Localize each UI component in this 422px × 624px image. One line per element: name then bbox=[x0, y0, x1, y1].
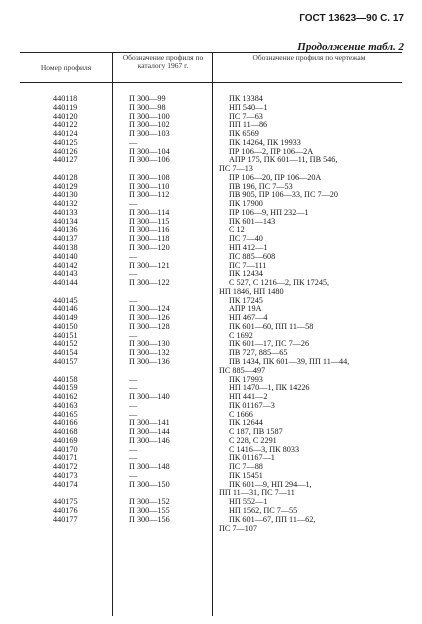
drawing-designation-cell: ПР 106—20, ПР 106—20А bbox=[229, 172, 322, 182]
catalog-designation-cell: — bbox=[129, 409, 138, 419]
table-row bbox=[0, 279, 422, 288]
profile-number-cell: 440169 bbox=[53, 435, 78, 445]
catalog-designation-cell: П 300—98 bbox=[129, 102, 166, 112]
drawing-designation-cell: ПС 885—608 bbox=[229, 251, 276, 261]
profile-number-cell: 440144 bbox=[53, 278, 78, 288]
catalog-designation-cell: П 300—144 bbox=[129, 427, 170, 437]
drawing-designation-cell: АПР 19А bbox=[229, 304, 262, 314]
catalog-designation-cell: П 300—130 bbox=[129, 339, 170, 349]
drawing-designation-cell: ПК 12434 bbox=[229, 269, 263, 279]
drawing-designation-cell: ПК 01167—1 bbox=[229, 453, 275, 463]
profile-number-cell: 440163 bbox=[53, 400, 78, 410]
drawing-designation-cell: ПК 601—60, ПП 11—58 bbox=[229, 321, 314, 331]
catalog-designation-cell: П 300—136 bbox=[129, 356, 170, 366]
catalog-designation-cell: П 300—148 bbox=[129, 462, 170, 472]
page-header: ГОСТ 13623—90 С. 17 bbox=[299, 13, 404, 24]
profile-number-cell: 440166 bbox=[53, 418, 78, 428]
profile-number-cell: 440140 bbox=[53, 251, 78, 261]
catalog-designation-cell: П 300—150 bbox=[129, 479, 170, 489]
table-continuation-title: Продолжение табл. 2 bbox=[297, 41, 404, 53]
catalog-designation-cell: П 300—102 bbox=[129, 120, 170, 130]
catalog-designation-cell: П 300—126 bbox=[129, 313, 170, 323]
profile-number-cell: 440146 bbox=[53, 304, 78, 314]
drawing-designation-cell: ПК 15451 bbox=[229, 470, 263, 480]
drawing-designation-cell: ПК 17245 bbox=[229, 295, 263, 305]
profile-number-cell: 440145 bbox=[53, 295, 78, 305]
drawing-designation-cell: ПС 7—63 bbox=[229, 111, 263, 121]
drawing-designation-cell: ПС 7—88 bbox=[229, 462, 263, 472]
column-header-catalog: Обозначение профиля по каталогу 1967 г. bbox=[122, 53, 204, 70]
profile-number-cell: 440133 bbox=[53, 207, 78, 217]
catalog-designation-cell: — bbox=[129, 444, 138, 454]
profile-number-cell: 440165 bbox=[53, 409, 78, 419]
catalog-designation-cell: П 300—141 bbox=[129, 418, 170, 428]
catalog-designation-cell: П 300—104 bbox=[129, 146, 170, 156]
profile-number-cell: 440150 bbox=[53, 321, 78, 331]
catalog-designation-cell: — bbox=[129, 400, 138, 410]
drawing-designation-cell: С 12 bbox=[229, 225, 245, 235]
catalog-designation-cell: — bbox=[129, 269, 138, 279]
drawing-designation-cell: НП 1470—1, ПК 14226 bbox=[229, 383, 310, 393]
catalog-designation-cell: — bbox=[129, 137, 138, 147]
profile-number-cell: 440125 bbox=[53, 137, 78, 147]
drawing-designation-cell: ПП 11—86 bbox=[229, 120, 268, 130]
profile-number-cell: 440120 bbox=[53, 111, 78, 121]
catalog-designation-cell: П 300—132 bbox=[129, 348, 170, 358]
drawing-designation-cell: ПР 106—2, ПР 106—2А bbox=[229, 146, 314, 156]
drawing-designation-cell: ПК 601—9, НП 294—1, bbox=[229, 479, 312, 489]
drawing-designation-cell: ПК 601—17, ПС 7—26 bbox=[229, 339, 310, 349]
profile-number-cell: 440128 bbox=[53, 172, 78, 182]
catalog-designation-cell: П 300—146 bbox=[129, 435, 170, 445]
profile-number-cell: 440137 bbox=[53, 234, 78, 244]
profile-number-cell: 440134 bbox=[53, 216, 78, 226]
drawing-designation-cell: ПК 6569 bbox=[229, 129, 259, 139]
catalog-designation-cell: — bbox=[129, 383, 138, 393]
profile-number-cell: 440119 bbox=[53, 102, 78, 112]
drawing-designation-cell: С 1692 bbox=[229, 330, 253, 340]
catalog-designation-cell: — bbox=[129, 453, 138, 463]
profile-number-cell: 440126 bbox=[53, 146, 78, 156]
profile-number-cell: 440149 bbox=[53, 313, 78, 323]
drawing-designation-cell: ПС 885—497 bbox=[219, 365, 266, 375]
drawing-designation-cell: ПВ 905, ПР 106—33, ПС 7—20 bbox=[229, 190, 338, 200]
profile-number-cell: 440127 bbox=[53, 155, 78, 165]
catalog-designation-cell: — bbox=[129, 330, 138, 340]
catalog-designation-cell: П 300—118 bbox=[129, 234, 170, 244]
catalog-designation-cell: П 300—100 bbox=[129, 111, 170, 121]
drawing-designation-cell: ПВ 727, 885—65 bbox=[229, 348, 288, 358]
drawing-designation-cell: ПВ 1434, ПК 601—39, ПП 11—44, bbox=[229, 356, 350, 366]
profile-number-cell: 440171 bbox=[53, 453, 78, 463]
profile-number-cell: 440129 bbox=[53, 181, 78, 191]
catalog-designation-cell: П 300—156 bbox=[129, 514, 170, 524]
drawing-designation-cell: ПК 17993 bbox=[229, 374, 263, 384]
drawing-designation-cell: ПК 13384 bbox=[229, 94, 263, 103]
profile-number-cell: 440157 bbox=[53, 356, 78, 366]
catalog-designation-cell: П 300—122 bbox=[129, 278, 170, 288]
table-row bbox=[0, 516, 422, 525]
drawing-designation-cell: ПС 7—13 bbox=[219, 164, 253, 174]
profile-number-cell: 440170 bbox=[53, 444, 78, 454]
drawing-designation-cell: ПП 11—31, ПС 7—11 bbox=[219, 488, 295, 498]
catalog-designation-cell: П 300—155 bbox=[129, 505, 170, 515]
catalog-designation-cell: П 300—115 bbox=[129, 216, 170, 226]
drawing-designation-cell: НП 412—1 bbox=[229, 243, 268, 253]
profile-number-cell: 440142 bbox=[53, 260, 78, 270]
catalog-designation-cell: П 300—106 bbox=[129, 155, 170, 165]
table-body bbox=[0, 95, 422, 533]
drawing-designation-cell: ПК 17900 bbox=[229, 199, 263, 209]
catalog-designation-cell: — bbox=[129, 374, 138, 384]
catalog-designation-cell: П 300—116 bbox=[129, 225, 170, 235]
profile-number-cell: 440176 bbox=[53, 505, 78, 515]
drawing-designation-cell: ПВ 196, ПС 7—53 bbox=[229, 181, 293, 191]
catalog-designation-cell: П 300—110 bbox=[129, 181, 170, 191]
profile-number-cell: 440172 bbox=[53, 462, 78, 472]
drawing-designation-cell: ПС 7—40 bbox=[229, 234, 263, 244]
column-header-number: Номер профиля bbox=[40, 63, 92, 72]
table-row bbox=[0, 525, 422, 534]
profile-number-cell: 440162 bbox=[53, 392, 78, 402]
table-row bbox=[0, 358, 422, 367]
table-row bbox=[0, 481, 422, 490]
profile-number-cell: 440177 bbox=[53, 514, 78, 524]
profile-number-cell: 440154 bbox=[53, 348, 78, 358]
catalog-designation-cell: П 300—152 bbox=[129, 497, 170, 507]
drawing-designation-cell: ПК 14264, ПК 19933 bbox=[229, 137, 301, 147]
drawing-designation-cell: ПК 12644 bbox=[229, 418, 263, 428]
drawing-designation-cell: НП 540—1 bbox=[229, 102, 268, 112]
drawing-designation-cell: ПС 7—107 bbox=[219, 523, 257, 533]
drawing-designation-cell: С 228, С 2291 bbox=[229, 435, 277, 445]
drawing-designation-cell: С 187, ПВ 1587 bbox=[229, 427, 283, 437]
catalog-designation-cell: — bbox=[129, 199, 138, 209]
drawing-designation-cell: НП 441—2 bbox=[229, 392, 268, 402]
drawing-designation-cell: АПР 175, ПК 601—11, ПВ 546, bbox=[229, 155, 338, 165]
profile-number-cell: 440151 bbox=[53, 330, 78, 340]
catalog-designation-cell: П 300—112 bbox=[129, 190, 170, 200]
catalog-designation-cell: П 300—128 bbox=[129, 321, 170, 331]
drawing-designation-cell: ПК 601—67, ПП 11—62, bbox=[229, 514, 316, 524]
profile-number-cell: 440158 bbox=[53, 374, 78, 384]
profile-number-cell: 440173 bbox=[53, 470, 78, 480]
profile-number-cell: 440143 bbox=[53, 269, 78, 279]
drawing-designation-cell: ПР 106—9, НП 232—1 bbox=[229, 207, 309, 217]
catalog-designation-cell: — bbox=[129, 470, 138, 480]
profile-number-cell: 440130 bbox=[53, 190, 78, 200]
drawing-designation-cell: С 1666 bbox=[229, 409, 253, 419]
catalog-designation-cell: П 300—108 bbox=[129, 172, 170, 182]
drawing-designation-cell: С 527, С 1216—2, ПК 17245, bbox=[229, 278, 330, 288]
catalog-designation-cell: — bbox=[129, 295, 138, 305]
catalog-designation-cell: П 300—103 bbox=[129, 129, 170, 139]
profile-number-cell: 440124 bbox=[53, 129, 78, 139]
profile-number-cell: 440138 bbox=[53, 243, 78, 253]
catalog-designation-cell: П 300—140 bbox=[129, 392, 170, 402]
drawing-designation-cell: ПК 01167—3 bbox=[229, 400, 275, 410]
catalog-designation-cell: П 300—99 bbox=[129, 94, 166, 103]
drawing-designation-cell: НП 552—1 bbox=[229, 497, 268, 507]
table-header-rule bbox=[20, 82, 402, 83]
drawing-designation-cell: НП 1846, НП 1480 bbox=[219, 286, 284, 296]
profile-number-cell: 440174 bbox=[53, 479, 78, 489]
profile-number-cell: 440136 bbox=[53, 225, 78, 235]
profile-number-cell: 440132 bbox=[53, 199, 78, 209]
drawing-designation-cell: НП 1562, ПС 7—55 bbox=[229, 505, 298, 515]
drawing-designation-cell: ПС 7—111 bbox=[229, 260, 267, 270]
catalog-designation-cell: — bbox=[129, 251, 138, 261]
profile-number-cell: 440152 bbox=[53, 339, 78, 349]
catalog-designation-cell: П 300—121 bbox=[129, 260, 170, 270]
profile-number-cell: 440159 bbox=[53, 383, 78, 393]
catalog-designation-cell: П 300—120 bbox=[129, 243, 170, 253]
profile-number-cell: 440122 bbox=[53, 120, 78, 130]
catalog-designation-cell: П 300—114 bbox=[129, 207, 170, 217]
profile-number-cell: 440168 bbox=[53, 427, 78, 437]
table-row bbox=[0, 156, 422, 165]
column-header-drawing: Обозначение профиля по чертежам bbox=[252, 53, 366, 62]
catalog-designation-cell: П 300—124 bbox=[129, 304, 170, 314]
profile-number-cell: 440175 bbox=[53, 497, 78, 507]
drawing-designation-cell: ПК 601—143 bbox=[229, 216, 276, 226]
drawing-designation-cell: НП 467—4 bbox=[229, 313, 268, 323]
drawing-designation-cell: С 1416—3, ПК 8033 bbox=[229, 444, 300, 454]
profile-number-cell: 440118 bbox=[53, 94, 78, 103]
